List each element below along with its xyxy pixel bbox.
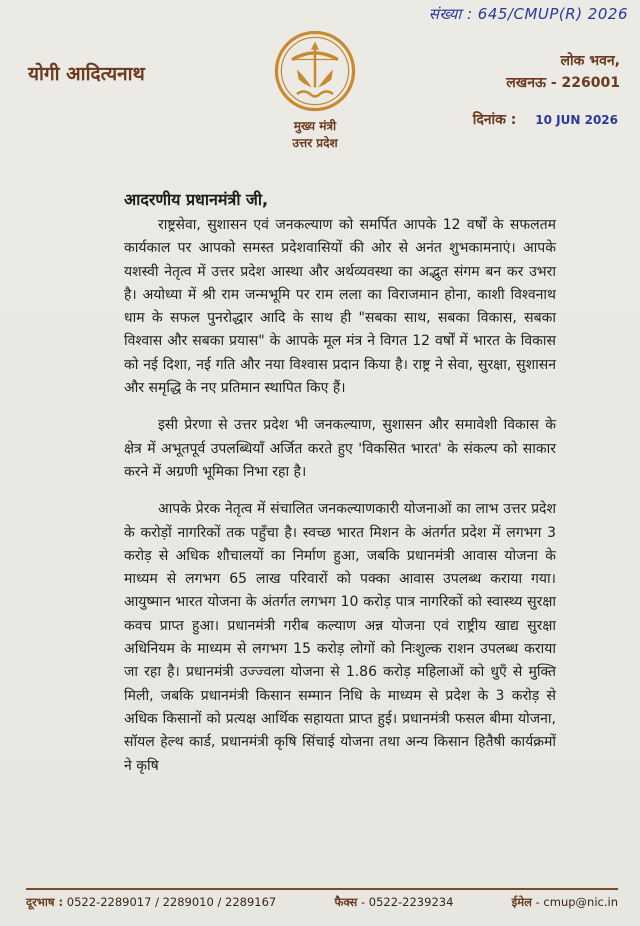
paragraph: राष्ट्रसेवा, सुशासन एवं जनकल्याण को समर्पित आपके 12 वर्षों के सफलतम कार्यकाल पर आपको समस्त प्रदेशवासियों की ओर से अनंत शुभकामनाएं। आपके यशस्वी नेतृत्व में उत्तर प्रदेश आस्था और अर्थव्यवस्था का अद्भुत संगम बन कर उभरा है। अयोध्या में श्री राम जन्मभूमि पर राम लला का विराजमान होना, काशी विश्वनाथ धाम के सफल पुनरोद्धार आदि के साथ ही "सबका साथ, सबका विकास, सबका विश्वास और सबका प्रयास" के आपके मूल मंत्र ने विगत 12 वर्षों में भारत के विकास को नई दिशा, नई गति और नया विश्वास प्रदान किया है। राष्ट्र ने सेवा, सुरक्षा, सुशासन और समृद्धि के नए प्रतिमान स्थापित किए हैं। <box>124 217 556 397</box>
office-title-line1: मुख्य मंत्री <box>293 119 337 133</box>
office-address <box>506 50 620 94</box>
footer-contact <box>26 895 618 910</box>
salutation: आदरणीय प्रधानमंत्री जी, <box>124 190 269 209</box>
date-value: 10 JUN 2026 <box>535 113 618 127</box>
uttar-pradesh-emblem-icon <box>274 30 356 112</box>
letter-body <box>124 214 556 778</box>
address-line2: लखनऊ - 226001 <box>506 75 620 91</box>
footer-divider <box>26 888 618 890</box>
email-label: ईमेल <box>511 895 532 909</box>
office-title <box>280 118 350 152</box>
date-label: दिनांक : <box>472 112 517 128</box>
fax-value: - 0522-2239234 <box>360 895 454 909</box>
fax-block <box>334 895 453 910</box>
reference-number: संख्या : 645/CMUP(R) 2026 <box>428 5 628 23</box>
date-row <box>473 110 618 129</box>
paragraph: इसी प्रेरणा से उत्तर प्रदेश भी जनकल्याण, सुशासन और समावेशी विकास के क्षेत्र में अभूतपूर्व उपलब्धियाँ अर्जित करते हुए 'विकसित भारत' के संकल्प को साकार करने में अग्रणी भूमिका निभा रहा है। <box>124 417 556 480</box>
chief-minister-name: योगी आदित्यनाथ <box>28 63 145 85</box>
email-value: - cmup@nic.in <box>535 895 618 909</box>
office-title-line2: उत्तर प्रदेश <box>292 136 338 150</box>
phone-block <box>26 895 276 910</box>
fax-label: फैक्स <box>334 895 358 909</box>
paragraph: आपके प्रेरक नेतृत्व में संचालित जनकल्याणकारी योजनाओं का लाभ उत्तर प्रदेश के करोड़ों नागरिकों तक पहुँचा है। स्वच्छ भारत मिशन के अंतर्गत प्रदेश में लगभग 3 करोड़ से अधिक शौचालयों का निर्माण हुआ, जबकि प्रधानमंत्री आवास योजना के माध्यम से लगभग 65 लाख परिवारों को पक्का आवास उपलब्ध कराया गया। आयुष्मान भारत योजना के अंतर्गत लगभग 10 करोड़ पात्र नागरिकों को स्वास्थ्य सुरक्षा कवच प्राप्त हुआ। प्रधानमंत्री गरीब कल्याण अन्न योजना एवं राष्ट्रीय खाद्य सुरक्षा अधिनियम के माध्यम से लगभग 15 करोड़ लोगों को निःशुल्क राशन उपलब्ध कराया जा रहा है। प्रधानमंत्री उज्ज्वला योजना से 1.86 करोड़ महिलाओं को धुएँ से मुक्ति मिली, जबकि प्रधानमंत्री किसान सम्मान निधि के माध्यम से प्रदेश के 3 करोड़ से अधिक किसानों को प्रत्यक्ष आर्थिक सहायता प्राप्त हुई। प्रधानमंत्री फसल बीमा योजना, सॉयल हेल्थ कार्ड, प्रधानमंत्री कृषि सिंचाई योजना तथा अन्य किसान हितैषी कार्यक्रमों ने कृषि <box>124 501 556 774</box>
phone-label: दूरभाष : <box>26 895 64 909</box>
email-block <box>512 895 618 910</box>
address-line1: लोक भवन, <box>560 53 620 69</box>
phone-value: 0522-2289017 / 2289010 / 2289167 <box>66 895 277 909</box>
